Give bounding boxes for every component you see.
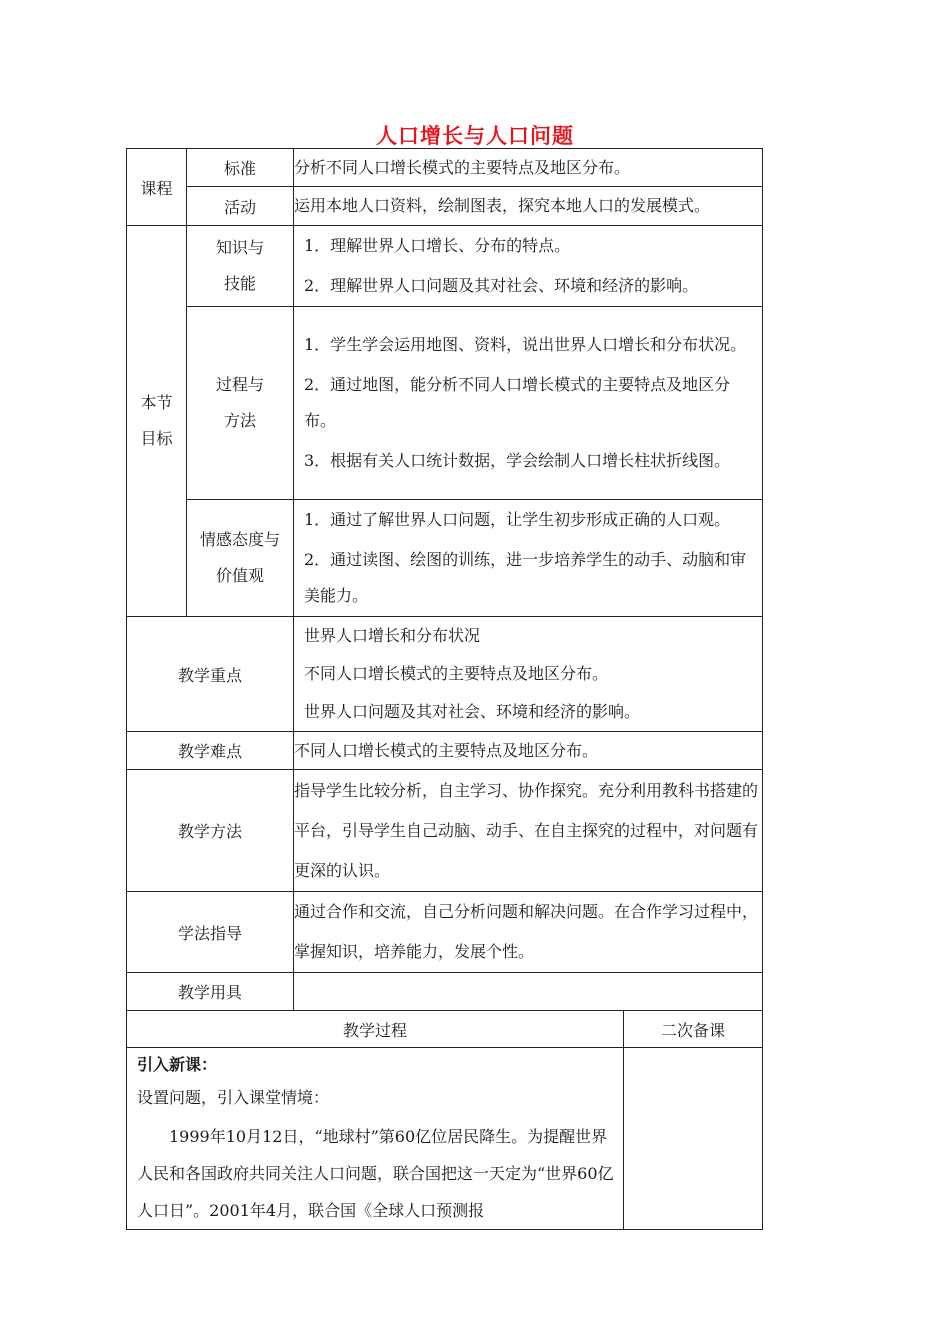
key-point-item: 世界人口增长和分布状况	[304, 626, 481, 645]
objectives-label-line1: 本节	[140, 393, 173, 412]
tools-label: 教学用具	[127, 973, 294, 1011]
difficulty-label: 教学难点	[127, 732, 294, 770]
study-guide-label: 学法指导	[127, 892, 294, 973]
process-label	[187, 307, 294, 500]
emotion-label	[187, 500, 294, 617]
activity-text: 运用本地人口资料，绘制图表，探究本地人口的发展模式。	[294, 187, 763, 226]
page-title: 人口增长与人口问题	[376, 123, 574, 148]
study-guide-text: 通过合作和交流，自己分析问题和解决问题。在合作学习过程中，掌握知识，培养能力，发展个性。	[294, 892, 763, 973]
key-point-item: 世界人口问题及其对社会、环境和经济的影响。	[304, 702, 641, 721]
course-activity-row	[127, 187, 763, 226]
key-points-row	[127, 617, 763, 732]
process-label-line2: 方法	[223, 411, 256, 430]
second-prep-header: 二次备课	[624, 1011, 763, 1048]
objectives-label-line2: 目标	[140, 429, 173, 448]
tools-text	[294, 973, 763, 1011]
knowledge-item: 1．理解世界人口增长、分布的特点。	[304, 236, 571, 255]
standard-label: 标准	[187, 149, 294, 187]
teaching-process-header: 教学过程	[127, 1011, 624, 1048]
intro-paragraph: 1999年10月12日，“地球村”第60亿位居民降生。为提醒世界人民和各国政府共同关注人口问题，联合国把这一天定为“世界60亿人口日”。2001年4月，联合国《全球人口预测报	[137, 1127, 614, 1220]
emotion-row	[127, 500, 763, 617]
lesson-plan-table	[126, 148, 763, 1230]
emotion-content	[294, 500, 763, 617]
course-label: 课程	[127, 149, 187, 226]
knowledge-row	[127, 226, 763, 307]
knowledge-label-line1: 知识与	[215, 238, 264, 257]
course-standard-row	[127, 149, 763, 187]
objectives-label	[127, 226, 187, 617]
emotion-label-line2: 价值观	[215, 566, 264, 585]
process-row	[127, 307, 763, 500]
method-row	[127, 770, 763, 892]
standard-text: 分析不同人口增长模式的主要特点及地区分布。	[294, 149, 763, 187]
process-item: 3．根据有关人口统计数据，学会绘制人口增长柱状折线图。	[304, 451, 731, 470]
tools-row	[127, 973, 763, 1011]
method-text: 指导学生比较分析，自主学习、协作探究。充分利用教科书搭建的平台，引导学生自己动脑、动手、在自主探究的过程中，对问题有更深的认识。	[294, 770, 763, 892]
intro-heading: 引入新课：	[137, 1055, 218, 1074]
process-item: 2．通过地图，能分析不同人口增长模式的主要特点及地区分布。	[304, 375, 731, 430]
emotion-label-line1: 情感态度与	[199, 530, 280, 549]
knowledge-label-line2: 技能	[223, 274, 256, 293]
process-item: 1．学生学会运用地图、资料，说出世界人口增长和分布状况。	[304, 335, 747, 354]
emotion-item: 1．通过了解世界人口问题，让学生初步形成正确的人口观。	[304, 510, 731, 529]
knowledge-label	[187, 226, 294, 307]
intro-row	[127, 1048, 763, 1230]
key-points-content	[294, 617, 763, 732]
knowledge-item: 2．理解世界人口问题及其对社会、环境和经济的影响。	[304, 276, 699, 295]
intro-content	[127, 1048, 624, 1230]
process-label-line1: 过程与	[215, 375, 264, 394]
study-guide-row	[127, 892, 763, 973]
key-point-item: 不同人口增长模式的主要特点及地区分布。	[304, 664, 609, 683]
second-prep-cell	[624, 1048, 763, 1230]
emotion-item: 2．通过读图、绘图的训练，进一步培养学生的动手、动脑和审美能力。	[304, 550, 747, 605]
process-header-row	[127, 1011, 763, 1048]
knowledge-content	[294, 226, 763, 307]
activity-label: 活动	[187, 187, 294, 226]
process-content	[294, 307, 763, 500]
difficulty-row	[127, 732, 763, 770]
method-label: 教学方法	[127, 770, 294, 892]
intro-line: 设置问题，引入课堂情境：	[137, 1088, 330, 1107]
difficulty-text: 不同人口增长模式的主要特点及地区分布。	[294, 732, 763, 770]
key-points-label: 教学重点	[127, 617, 294, 732]
